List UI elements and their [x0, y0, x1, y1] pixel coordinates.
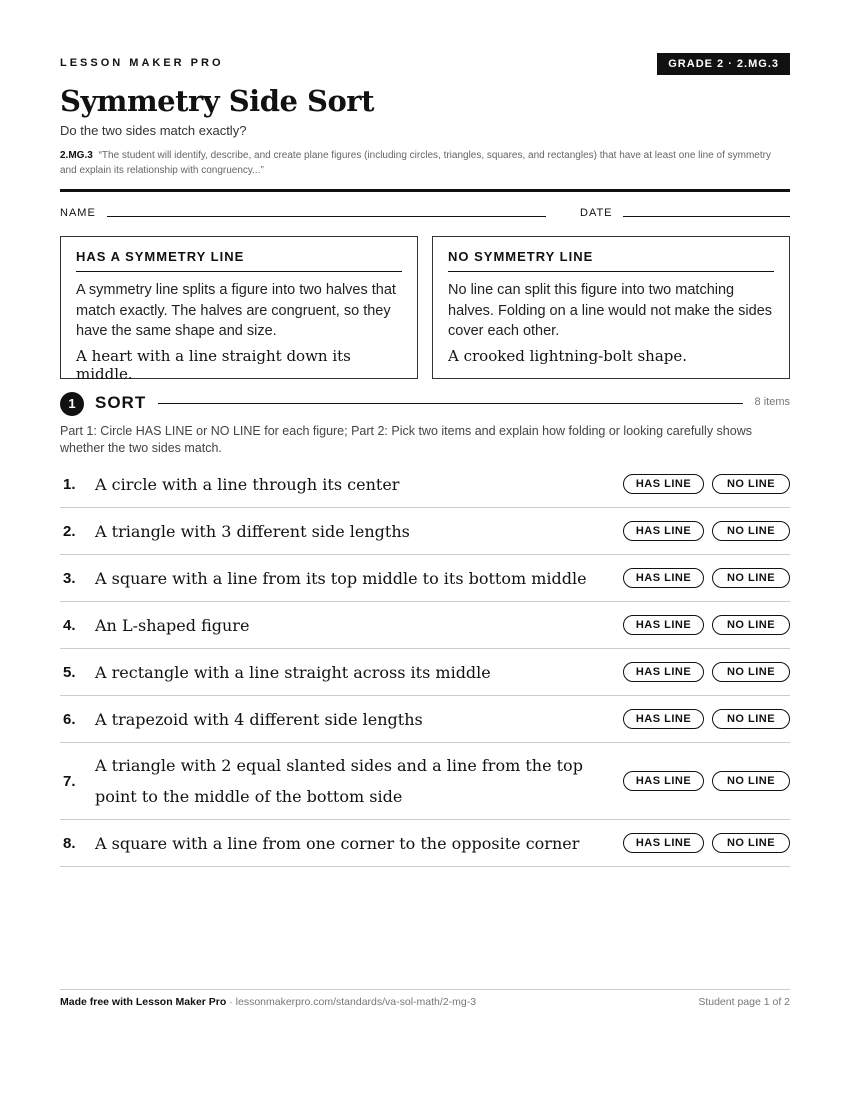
- definition-example: A heart with a line straight down its middle.: [76, 346, 351, 383]
- definition-box-has-line: [60, 236, 418, 383]
- answer-choices: [623, 521, 790, 541]
- no-line-choice[interactable]: NO LINE: [712, 521, 790, 541]
- has-line-choice[interactable]: HAS LINE: [623, 771, 704, 791]
- list-item: [60, 649, 790, 696]
- standard-description: [60, 148, 790, 178]
- answer-choices: [623, 474, 790, 494]
- item-number: 5.: [63, 663, 76, 681]
- name-field[interactable]: [107, 216, 546, 217]
- has-line-choice[interactable]: HAS LINE: [623, 833, 704, 853]
- item-text: A triangle with 3 different side lengths: [95, 521, 410, 541]
- page-subtitle: Do the two sides match exactly?: [60, 123, 247, 138]
- item-list: [60, 461, 790, 867]
- has-line-choice[interactable]: HAS LINE: [623, 662, 704, 682]
- item-number: 1.: [63, 475, 76, 493]
- definition-text: A symmetry line splits a figure into two halves that match exactly. The halves are congruent, so they have the same shape and size.: [76, 282, 396, 339]
- footer-page-number: Student page 1 of 2: [698, 996, 790, 1008]
- section-divider: [158, 403, 743, 404]
- answer-choices: [623, 568, 790, 588]
- item-text: A rectangle with a line straight across its middle: [95, 662, 491, 682]
- answer-choices: [623, 615, 790, 635]
- definition-box-no-line: [432, 236, 790, 379]
- date-label: DATE: [580, 207, 613, 219]
- has-line-choice[interactable]: HAS LINE: [623, 521, 704, 541]
- brand-name: LESSON MAKER PRO: [60, 57, 224, 69]
- item-number: 3.: [63, 569, 76, 587]
- list-item: [60, 602, 790, 649]
- footer-divider: [60, 989, 790, 990]
- section-instructions: Part 1: Circle HAS LINE or NO LINE for each figure; Part 2: Pick two items and explain how folding or looking carefully shows whether the two sides match.: [60, 424, 752, 455]
- no-line-choice[interactable]: NO LINE: [712, 709, 790, 729]
- item-number: 8.: [63, 834, 76, 852]
- page-title: Symmetry Side Sort: [60, 84, 374, 118]
- date-field[interactable]: [623, 216, 790, 217]
- item-number: 4.: [63, 616, 76, 634]
- answer-choices: [623, 709, 790, 729]
- no-line-choice[interactable]: NO LINE: [712, 615, 790, 635]
- answer-choices: [623, 662, 790, 682]
- no-line-choice[interactable]: NO LINE: [712, 568, 790, 588]
- definition-heading: HAS A SYMMETRY LINE: [76, 249, 402, 272]
- list-item: [60, 743, 790, 820]
- footer-made-with: Made free with Lesson Maker Pro: [60, 996, 227, 1008]
- header-divider: [60, 189, 790, 192]
- has-line-choice[interactable]: HAS LINE: [623, 474, 704, 494]
- answer-choices: [623, 833, 790, 853]
- worksheet-page: [60, 0, 790, 1100]
- list-item: [60, 461, 790, 508]
- definition-heading: NO SYMMETRY LINE: [448, 249, 774, 272]
- list-item: [60, 508, 790, 555]
- item-text: A square with a line from its top middle to its bottom middle: [95, 568, 587, 588]
- definition-text: No line can split this figure into two matching halves. Folding on a line would not make the sides cover each other.: [448, 282, 773, 339]
- item-text: A square with a line from one corner to the opposite corner: [95, 833, 580, 853]
- item-number: 6.: [63, 710, 76, 728]
- footer-url[interactable]: · lessonmakerpro.com/standards/va-sol-math/2-mg-3: [229, 996, 477, 1008]
- grade-badge: GRADE 2 · 2.MG.3: [657, 53, 790, 75]
- list-item: [60, 555, 790, 602]
- section-number-badge: 1: [60, 392, 84, 416]
- no-line-choice[interactable]: NO LINE: [712, 662, 790, 682]
- has-line-choice[interactable]: HAS LINE: [623, 709, 704, 729]
- answer-choices: [623, 771, 790, 791]
- standard-text: “The student will identify, describe, and create plane figures (including circles, triangles, squares, and rectangles) that have at least one line of symmetry and explain its relationship with congruency...”: [60, 150, 771, 176]
- item-text: A triangle with 2 equal slanted sides and a line from the top point to the middle of the bottom side: [95, 756, 583, 806]
- item-text: An L-shaped figure: [95, 615, 250, 635]
- standard-code: 2.MG.3: [60, 150, 93, 161]
- has-line-choice[interactable]: HAS LINE: [623, 568, 704, 588]
- item-text: A circle with a line through its center: [95, 474, 400, 494]
- section-title: SORT: [95, 393, 147, 412]
- no-line-choice[interactable]: NO LINE: [712, 771, 790, 791]
- name-label: NAME: [60, 207, 96, 219]
- list-item: [60, 820, 790, 867]
- no-line-choice[interactable]: NO LINE: [712, 833, 790, 853]
- footer-credit: [60, 996, 476, 1008]
- has-line-choice[interactable]: HAS LINE: [623, 615, 704, 635]
- definition-example: A crooked lightning-bolt shape.: [448, 346, 688, 365]
- item-count: 8 items: [754, 396, 790, 408]
- list-item: [60, 696, 790, 743]
- no-line-choice[interactable]: NO LINE: [712, 474, 790, 494]
- item-number: 7.: [63, 772, 76, 790]
- item-text: A trapezoid with 4 different side lengths: [95, 709, 423, 729]
- item-number: 2.: [63, 522, 76, 540]
